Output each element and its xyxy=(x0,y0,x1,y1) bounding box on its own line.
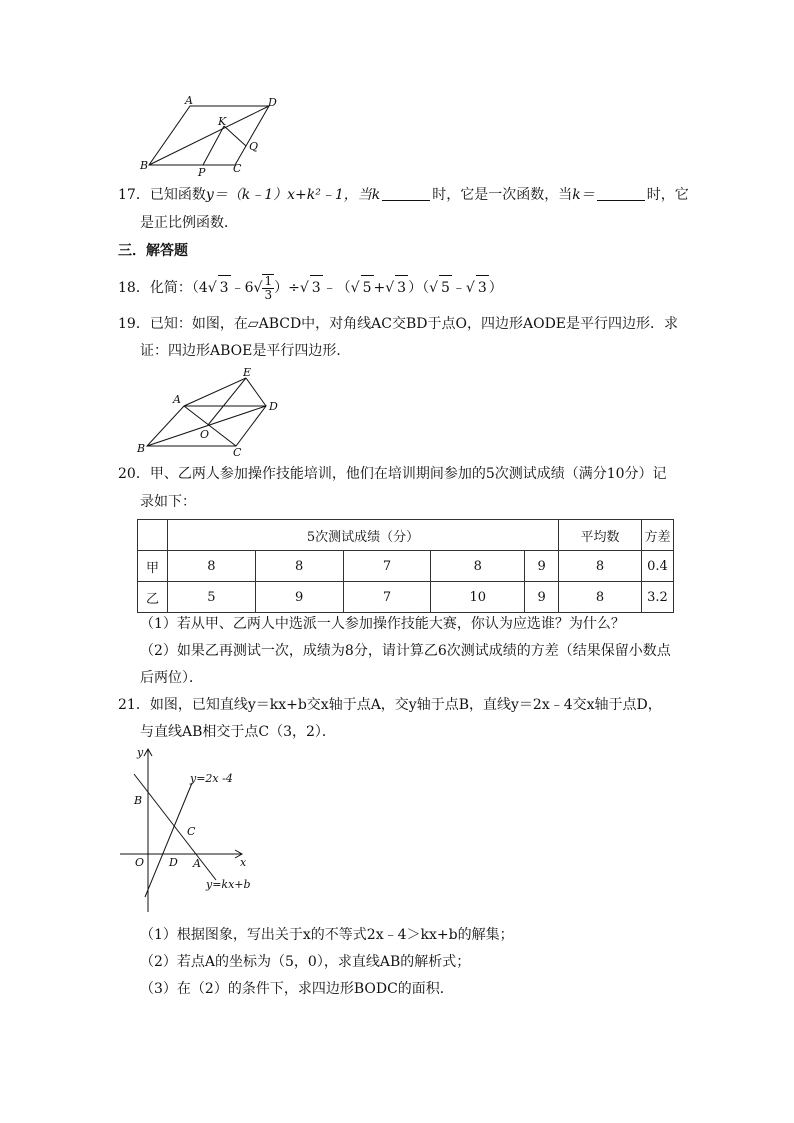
diagonal-ac xyxy=(184,406,236,446)
segment-ed xyxy=(246,378,266,406)
label-k: K xyxy=(218,115,227,128)
figure-parallelogram-abcd xyxy=(138,95,288,177)
row-name: 乙 xyxy=(138,582,168,613)
sqrt-radicand: 3 xyxy=(395,275,408,300)
question-19-line1: 19．已知：如图，在▱ABCD中，对角线AC交BD于点O，四边形AODE是平行四边形．求 xyxy=(118,316,679,332)
sqrt-radicand: 3 xyxy=(218,275,231,300)
scores-table xyxy=(137,519,674,613)
label-o: O xyxy=(135,856,145,869)
label-d: D xyxy=(169,856,178,869)
label-b: B xyxy=(140,159,149,172)
q18-label: 化简：（4 xyxy=(149,280,208,296)
question-18: 18．化简：（4√ 3 ﹣6√ $\frac{1}{3}$ ）÷√ 3 ﹣（√ 5 +√ 3 ）（√ 5 ﹣√ 3 ） xyxy=(118,274,503,302)
label-y-axis: y xyxy=(137,746,144,759)
avg-cell: 8 xyxy=(559,582,642,613)
fraction-den: 3 xyxy=(264,288,273,302)
segment-eo xyxy=(208,378,246,425)
section-heading: 三．解答题 xyxy=(118,243,188,259)
q17-function: y＝（k﹣1）x+k²﹣1，当 xyxy=(205,187,372,203)
q18-op: ） xyxy=(488,280,503,296)
label-c: C xyxy=(233,162,242,175)
row-name: 甲 xyxy=(138,551,168,582)
figure-parallelogram-abcd-e xyxy=(134,366,294,458)
question-21-sub2: （2）若点A的坐标为（5，0），求直线AB的解析式； xyxy=(140,954,471,970)
label-line-2x-4: y=2x -4 xyxy=(190,772,233,785)
q18-op: ﹣6 xyxy=(230,280,254,296)
score-cell: 9 xyxy=(255,582,343,613)
q17-blank-1[interactable] xyxy=(382,188,430,201)
label-x-axis: x xyxy=(240,856,247,869)
score-cell: 8 xyxy=(167,551,255,582)
label-e: E xyxy=(243,366,252,379)
header-var: 方差 xyxy=(641,520,673,551)
header-tests: 5次测试成绩（分） xyxy=(167,520,558,551)
var-cell: 3.2 xyxy=(641,582,673,613)
fraction xyxy=(262,274,274,302)
q18-op: + xyxy=(373,280,386,296)
table-row xyxy=(138,551,674,582)
question-21-line2: 与直线AB相交于点C（3，2）． xyxy=(140,724,336,740)
label-a: A xyxy=(173,393,181,406)
question-20-line1: 20．甲、乙两人参加操作技能培训，他们在培训期间参加的5次测试成绩（满分10分）记 xyxy=(118,466,667,482)
label-c: C xyxy=(233,446,242,458)
table-header-row xyxy=(138,520,674,551)
sqrt-radicand: 5 xyxy=(361,275,374,300)
question-21-sub1: （1）根据图象，写出关于x的不等式2x﹣4＞kx+b的解集； xyxy=(140,927,514,943)
header-avg: 平均数 xyxy=(559,520,642,551)
question-17-line1 xyxy=(118,186,689,204)
label-b: B xyxy=(134,794,143,807)
figure-coordinate-graph xyxy=(112,742,262,914)
label-d: D xyxy=(268,96,277,109)
label-line-kx-b: y=kx+b xyxy=(206,878,251,891)
score-cell: 5 xyxy=(167,582,255,613)
table-row xyxy=(138,582,674,613)
segment-ae xyxy=(184,378,246,406)
q17-end: 时，它 xyxy=(646,187,689,203)
label-o: O xyxy=(200,428,210,441)
score-cell: 8 xyxy=(431,551,525,582)
score-cell: 9 xyxy=(525,582,559,613)
diagonal-bd xyxy=(149,106,269,165)
var-cell: 0.4 xyxy=(641,551,673,582)
q17-k-eq: k＝ xyxy=(572,187,595,203)
q18-op: ﹣ xyxy=(451,280,466,296)
label-p: P xyxy=(198,166,206,177)
label-a: A xyxy=(185,95,193,107)
label-b: B xyxy=(137,442,146,455)
question-19-line2: 证：四边形ABOE是平行四边形． xyxy=(140,343,351,359)
q17-number: 17． xyxy=(118,187,150,203)
score-cell: 7 xyxy=(343,582,431,613)
q17-k: k xyxy=(371,187,381,203)
score-cell: 7 xyxy=(343,551,431,582)
question-20-line2: 录如下： xyxy=(140,494,196,510)
fraction-num: 1 xyxy=(264,274,273,288)
q18-number: 18． xyxy=(118,280,150,296)
question-17-line2: 是正比例函数． xyxy=(140,215,238,231)
table-cell-empty xyxy=(138,520,168,551)
sqrt-radicand: 3 xyxy=(310,275,323,300)
question-21-line1: 21．如图，已知直线y＝kx+b交x轴于点A，交y轴于点B，直线y＝2x﹣4交x轴于点D， xyxy=(118,697,662,713)
q18-op: ）（ xyxy=(408,280,430,296)
segment-kq xyxy=(224,126,246,146)
label-c: C xyxy=(187,825,196,838)
q17-text: 已知函数 xyxy=(149,187,206,203)
q18-op: ﹣（ xyxy=(322,280,351,296)
question-20-sub2-line1: （2）如果乙再测试一次，成绩为8分，请计算乙6次测试成绩的方差（结果保留小数点 xyxy=(140,643,671,659)
question-21-sub3: （3）在（2）的条件下，求四边形BODC的面积． xyxy=(140,981,454,997)
sqrt-radicand: 3 xyxy=(476,275,489,300)
question-20-sub2-line2: 后两位）． xyxy=(140,670,203,686)
q17-mid: 时，它是一次函数，当 xyxy=(432,187,573,203)
score-cell: 10 xyxy=(431,582,525,613)
score-cell: 9 xyxy=(525,551,559,582)
q18-op: ）÷ xyxy=(274,280,300,296)
segment-kp xyxy=(203,126,224,165)
score-cell: 8 xyxy=(255,551,343,582)
label-q: Q xyxy=(249,140,259,153)
label-a: A xyxy=(193,857,201,870)
question-20-sub1: （1）若从甲、乙两人中选派一人参加操作技能大赛，你认为应选谁？为什么？ xyxy=(140,616,625,632)
sqrt-radicand: 5 xyxy=(439,275,452,300)
label-d: D xyxy=(269,400,278,413)
avg-cell: 8 xyxy=(559,551,642,582)
q17-blank-2[interactable] xyxy=(597,188,645,201)
